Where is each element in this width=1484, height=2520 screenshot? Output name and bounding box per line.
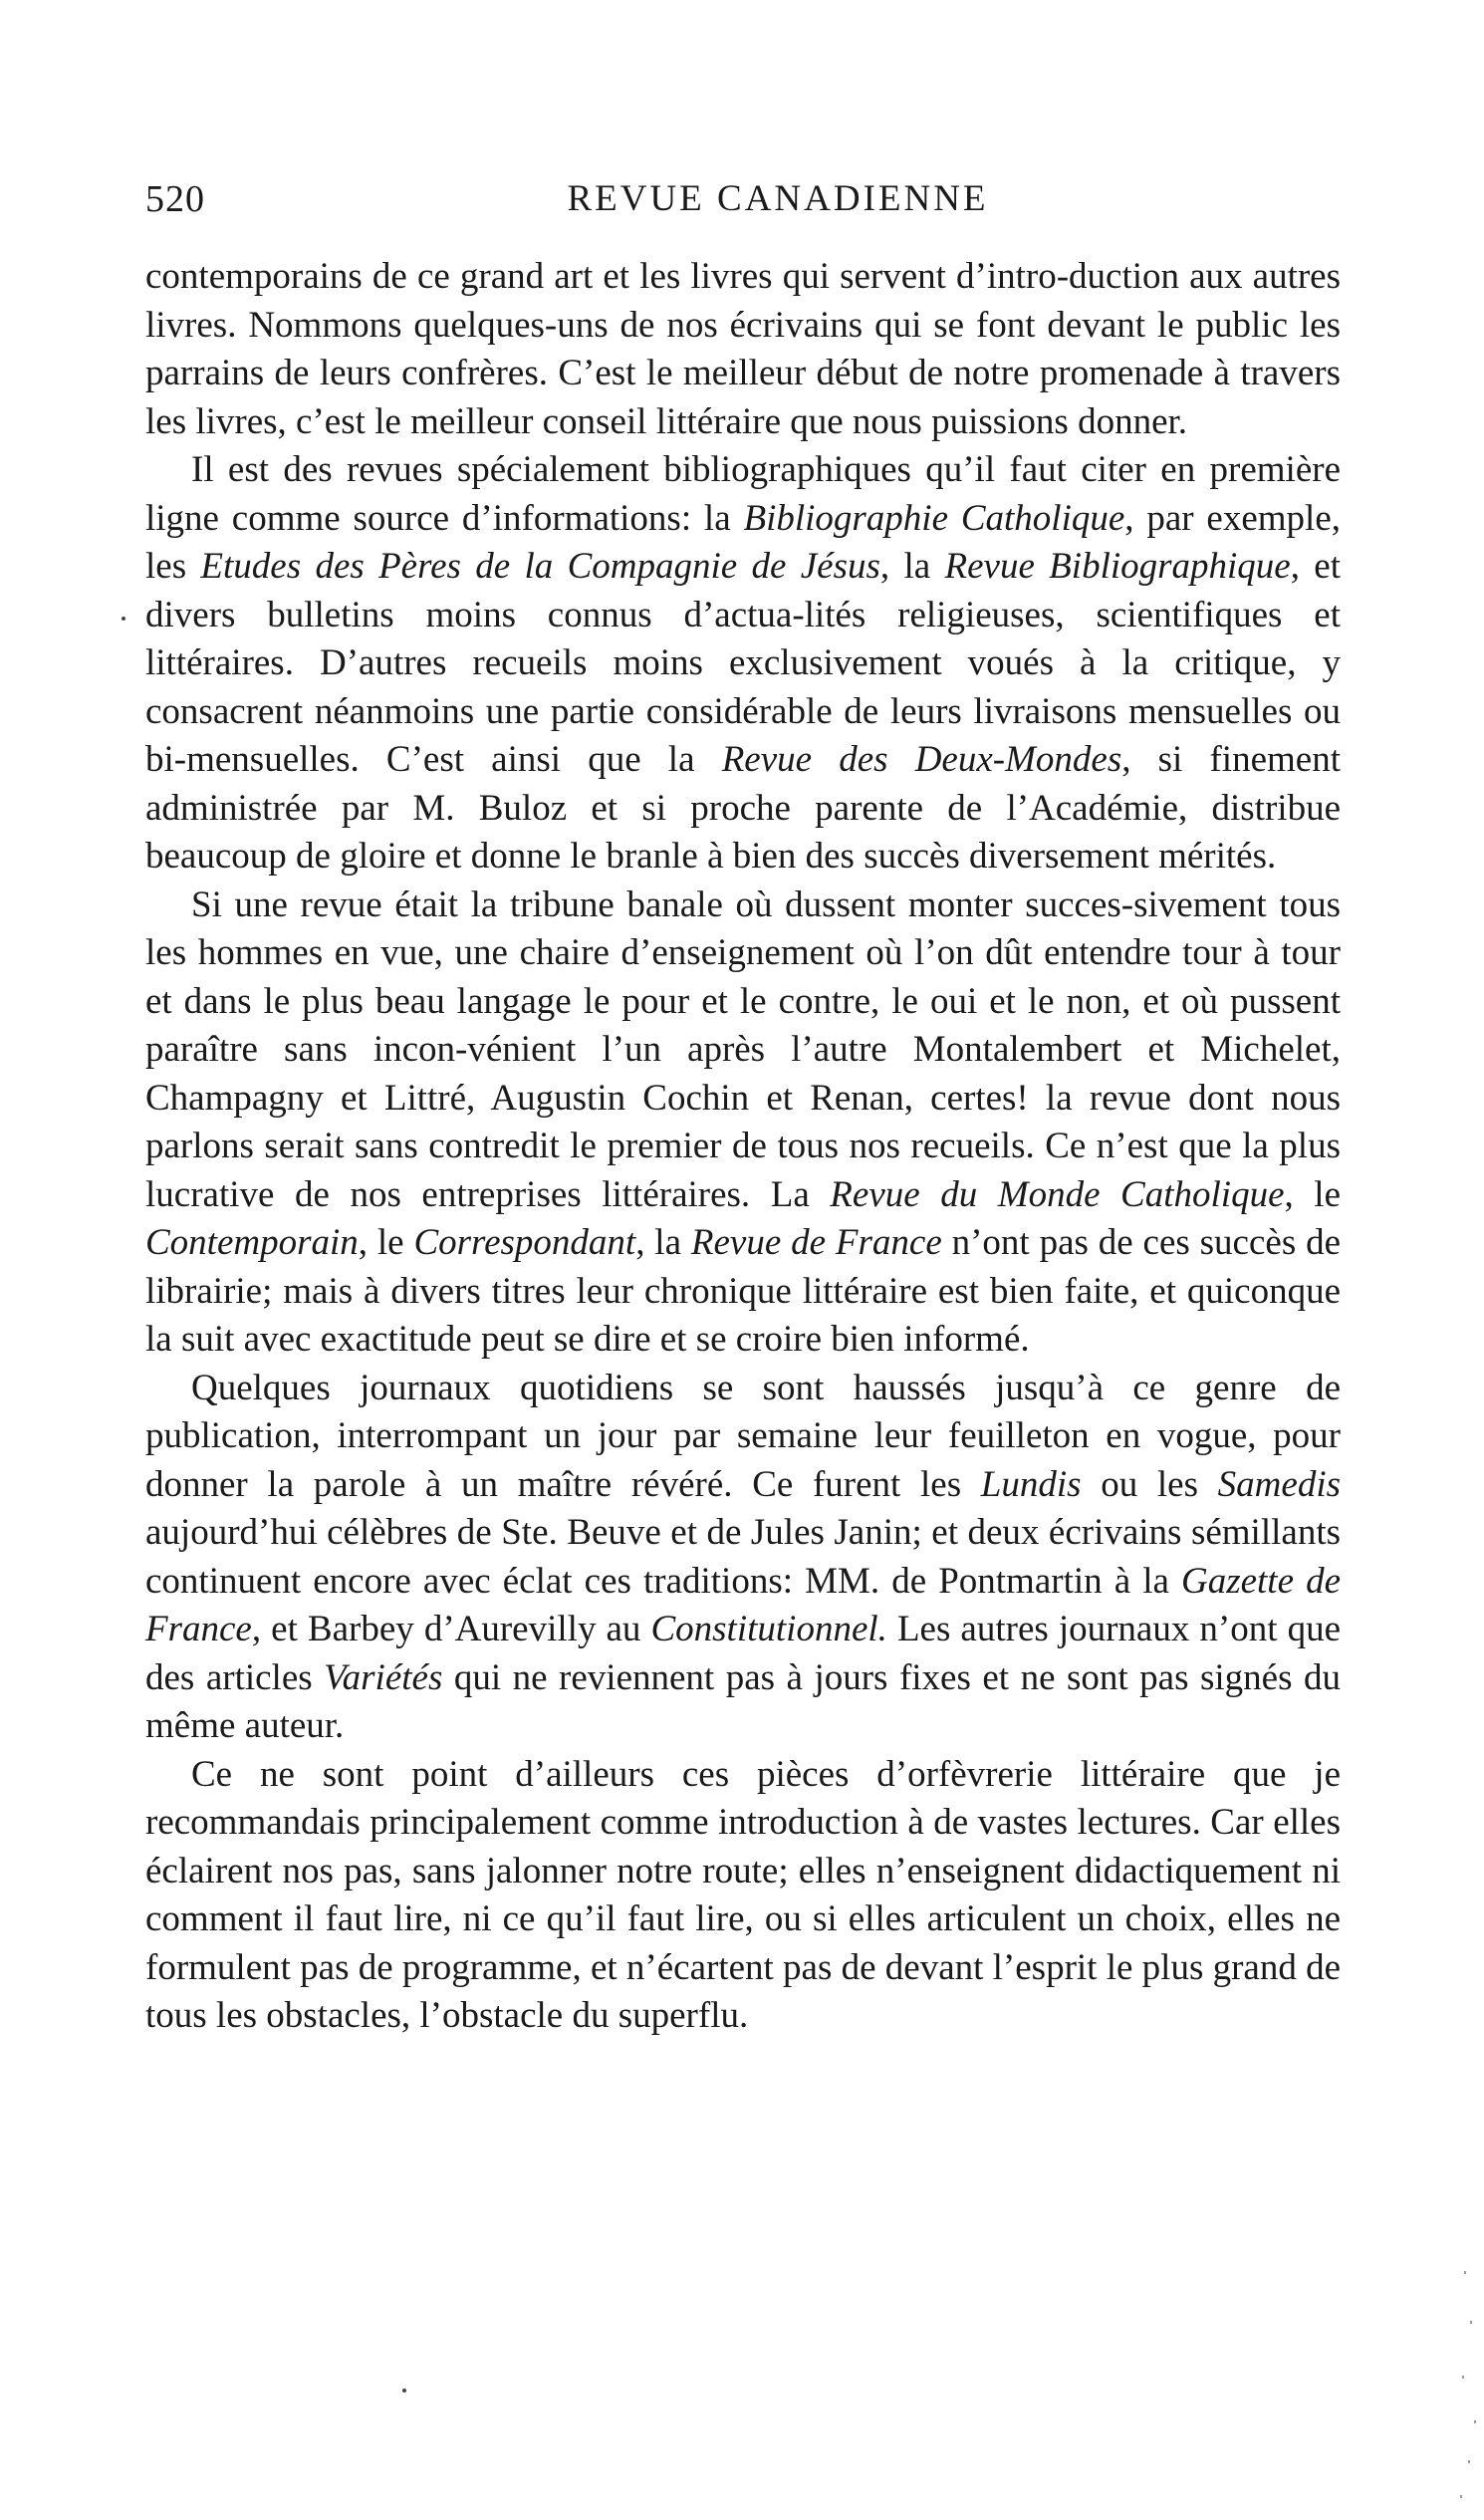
italic-title: Revue de France: [690, 1222, 942, 1263]
text-run: Il est des revues spécialement bibliographiques qu’il faut citer en première ligne comme source d’informations: la: [145, 449, 1341, 539]
text-run: , la: [635, 1222, 691, 1263]
text-run: , si finement administrée par M. Buloz et si proche parente de l’Académie, distribue beaucoup de gloire et donne le branle à bien des succès diversement mérités.: [145, 739, 1341, 877]
running-title: REVUE CANADIENNE: [567, 178, 989, 219]
text-run: , par exemple, les: [145, 497, 1341, 587]
text-run: , et Barbey d’Aurevilly au: [251, 1609, 651, 1649]
italic-title: Variétés: [324, 1656, 443, 1698]
text-run: , la: [879, 546, 945, 587]
text-run: ou les: [1081, 1463, 1218, 1505]
text-run: Quelques journaux quotidiens se sont haussés jusqu’à ce genre de publication, interrompant un jour par semaine leur feuilleton en vogue, pour donner la parole à un maître révéré. Ce furent les: [145, 1367, 1341, 1505]
text-run: Si une revue était la tribune banale où dussent monter succes-sivement tous les hommes en vue, une chaire d’enseignement où l’on dût entendre tour à tour et dans le plus beau langage le pour et le contre, le oui et le non, et où pussent paraître sans incon-vénient l’un après l’autre Montalembert et Michelet, Champagny et Littré, Augustin Cochin et Renan, certes! la revue dont nous parlons serait sans contredit le premier de tous nos recueils. Ce n’est que la plus lucrative de nos entreprises littéraires. La: [145, 883, 1341, 1215]
text-run: contemporains de ce grand art et les livres qui servent d’intro-duction aux autres livres. Nommons quelques-uns de nos écrivains qui se font devant le public les parrains de leurs confrères. C’est le meilleur début de notre promenade à travers les livres, c’est le meilleur conseil littéraire que nous puissions donner.: [145, 256, 1341, 442]
page-number: 520: [145, 178, 205, 220]
italic-title: Revue des Deux-Mondes: [721, 739, 1122, 780]
text-run: qui ne reviennent pas à jours fixes et ne sont pas signés du même auteur.: [145, 1656, 1341, 1746]
paragraph-3: [145, 882, 1341, 1365]
scan-mark: [122, 617, 125, 621]
body-text: [145, 253, 1341, 2041]
italic-title: Etudes des Pères de la Compagnie de Jésus: [200, 546, 880, 587]
italic-title: Revue du Monde Catholique: [830, 1173, 1285, 1215]
text-run: aujourd’hui célèbres de Ste. Beuve et de Jules Janin; et deux écrivains sémillants continuent encore avec éclat ces traditions: MM. de Pontmartin à la: [145, 1512, 1341, 1602]
scan-speck: [1474, 2420, 1476, 2423]
text-run: n’ont pas de ces succès de librairie; mais à divers titres leur chronique littéraire est bien faite, et quiconque la suit avec exactitude peut se dire et se croire bien informé.: [145, 1222, 1342, 1360]
italic-title: Bibliographie Catholique: [743, 497, 1125, 539]
scan-speck: [1464, 2271, 1466, 2274]
italic-title: Correspondant: [413, 1222, 636, 1263]
text-run: Ce ne sont point d’ailleurs ces pièces d’orfèvrerie littéraire que je recommandais principalement comme introduction à de vastes lectures. Car elles éclairent nos pas, sans jalonner notre route; elles n’enseignent didactiquement ni comment il faut lire, ni ce qu’il faut lire, ou si elles articulent un choix, elles ne formulent pas de programme, et n’écartent pas de devant l’esprit le plus grand de tous les obstacles, l’obstacle du superflu.: [145, 1753, 1342, 2036]
scan-speck: [1460, 2495, 1462, 2498]
paragraph-1: [145, 253, 1341, 446]
scan-mark: [402, 2389, 406, 2393]
text-run: Les autres journaux n’ont que des articles: [145, 1609, 1341, 1698]
scan-speck: [1470, 2321, 1472, 2324]
scan-speck: [1468, 2460, 1470, 2463]
italic-title: Constitutionnel.: [650, 1609, 887, 1649]
italic-title: Revue Bibliographique: [944, 546, 1291, 587]
paragraph-2: [145, 446, 1341, 882]
scan-speck: [1462, 2376, 1464, 2379]
italic-title: Gazette de France: [145, 1560, 1342, 1649]
paragraph-4: [145, 1365, 1341, 1751]
running-head: [145, 177, 1351, 227]
paragraph-5: [145, 1751, 1341, 2041]
italic-title: Samedis: [1217, 1463, 1341, 1505]
text-run: , le: [358, 1222, 414, 1263]
text-run: , et divers bulletins moins connus d’actua-lités religieuses, scientifiques et littéraires. D’autres recueils moins exclusivement voués à la critique, y consacrent néanmoins une partie considérable de leurs livraisons mensuelles ou bi-mensuelles. C’est ainsi que la: [145, 546, 1342, 780]
italic-title: Contemporain: [145, 1222, 359, 1263]
text-run: , le: [1284, 1173, 1342, 1215]
italic-title: Lundis: [980, 1463, 1082, 1505]
scan-edge-noise: [1424, 0, 1484, 2520]
